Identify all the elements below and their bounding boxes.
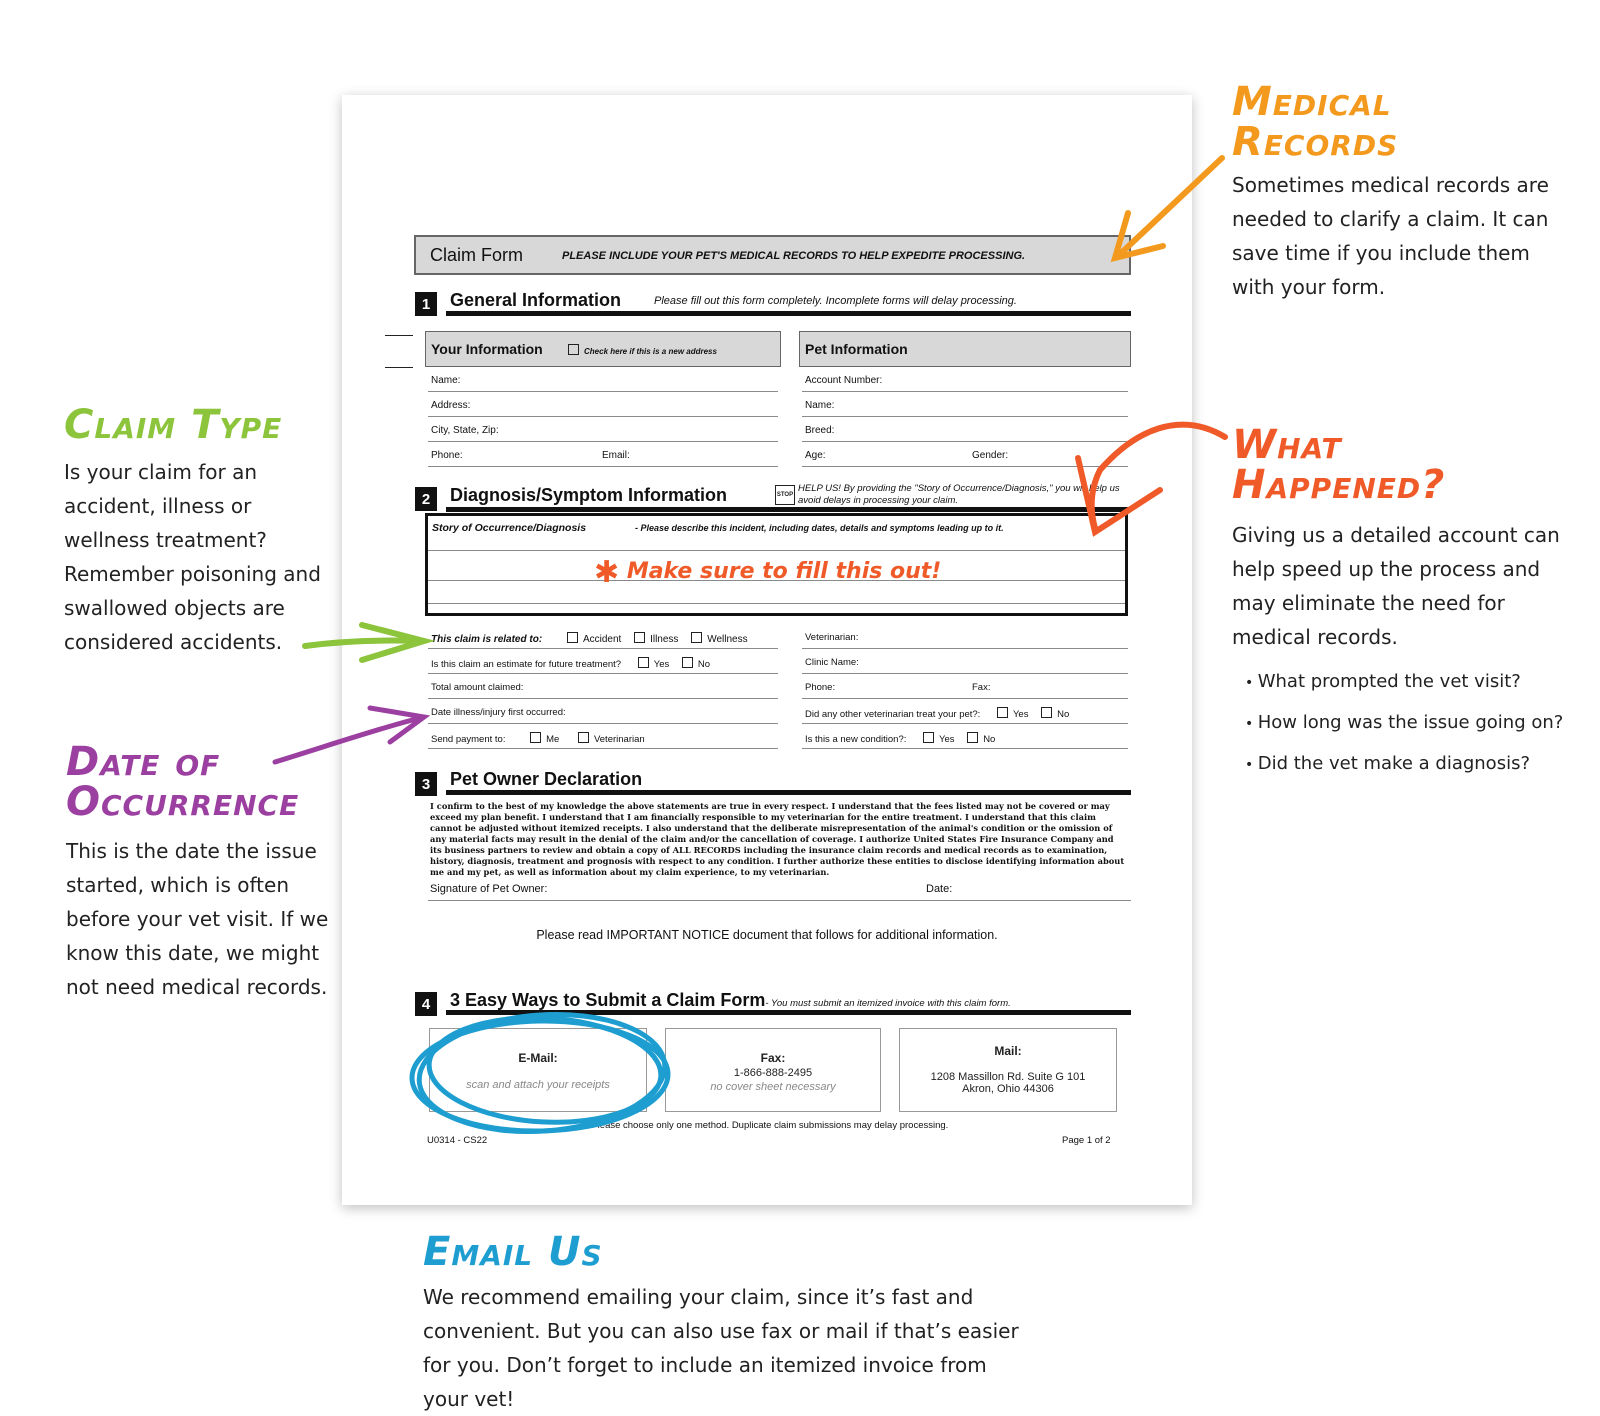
estimate-no-checkbox[interactable] [682, 657, 693, 668]
date-of-occurrence-text: This is the date the issue started, which is often before your vet visit. If we know this date, we might not need medical records. [66, 839, 329, 999]
section-rule [446, 507, 1131, 512]
signature-line[interactable] [428, 900, 1131, 901]
accident-checkbox[interactable] [567, 632, 578, 643]
mail-option-title: Mail: [994, 1044, 1022, 1058]
story-label: Story of Occurrence/Diagnosis [432, 522, 587, 534]
fill-out-note: ✱ Make sure to fill this out! [594, 555, 942, 590]
declaration-text: I confirm to the best of my knowledge the above statements are true in every respect. I understand that the fees listed may not be covered or may exceed my plan benefit. I understand that I am financially responsible to my veterinarian for the entire treatment. I understand that this claim cannot be adjusted without itemized receipts. I also understand that the deliberate misrepresentation of the animal's condition or the omission of any material facts may result in the denial of the claim and/or the cancellation of coverage. I authorize United States Fire Insurance Company and its business partners to review and obtain a copy of ALL RECORDS including the insurance claim records and medical records as to examination, history, diagnosis, treatment and prognosis with respect to any condition. I further authorize these entities to disclose identifying information about me and my pet, as well as information about my claim experience, to my veterinarian. [430, 801, 1125, 877]
claim-form-page [342, 95, 1192, 1205]
fax-option[interactable] [665, 1028, 881, 1112]
submit-footnote: * Please choose only one method. Duplicate claim submissions may delay processing. [585, 1120, 949, 1131]
field-line[interactable] [428, 391, 778, 392]
other-vet-no-checkbox[interactable] [1041, 707, 1052, 718]
fax-option-sub: no cover sheet necessary [710, 1081, 836, 1093]
section-number: 1 [415, 292, 437, 316]
new-condition-row: Is this a new condition?: Yes No [805, 734, 996, 745]
mail-address-line: Akron, Ohio 44306 [962, 1083, 1054, 1095]
field-label: Phone: [805, 682, 836, 693]
field-line[interactable] [428, 416, 778, 417]
section2-title: Diagnosis/Symptom Information [450, 485, 728, 505]
field-line [428, 648, 778, 649]
form-header-note: PLEASE INCLUDE YOUR PET'S MEDICAL RECORDS TO HELP EXPEDITE PROCESSING. [562, 250, 1026, 262]
claim-type-text: Is your claim for an accident, illness or wellness treatment? Remember poisoning and swallowed objects are considered accidents. [64, 460, 321, 654]
payment-row: Send payment to: Me Veterinarian [431, 734, 645, 745]
field-label: Total amount claimed: [431, 682, 524, 693]
section1-title: General Information [450, 290, 622, 310]
field-label: City, State, Zip: [431, 425, 499, 436]
field-label: Name: [431, 375, 461, 386]
section-number: 2 [415, 487, 437, 511]
new-condition-no-checkbox[interactable] [967, 732, 978, 743]
bullet-item: • What prompted the vet visit? [1245, 662, 1585, 703]
signature-label: Signature of Pet Owner: [430, 883, 548, 895]
field-line [428, 673, 778, 674]
illness-checkbox[interactable] [634, 632, 645, 643]
medical-records-heading: Medical Records [1232, 79, 1399, 165]
field-line[interactable] [428, 466, 778, 467]
field-label: Date illness/injury first occurred: [431, 707, 566, 718]
field-line[interactable] [428, 441, 778, 442]
field-line[interactable] [428, 723, 778, 724]
estimate-row: Is this claim an estimate for future treatment? Yes No [431, 659, 711, 670]
email-us-text: We recommend emailing your claim, since it’s fast and convenient. But you can also use fax or mail if that’s easier for you. Don’t forget to include an itemized invoice from your vet! [423, 1285, 1019, 1411]
field-label: Veterinarian: [805, 632, 859, 643]
field-label: Address: [431, 400, 471, 411]
field-label: Breed: [805, 425, 835, 436]
field-label: Account Number: [805, 375, 883, 386]
field-line[interactable] [802, 698, 1128, 699]
new-address-checkbox-label[interactable]: Check here if this is a new address [568, 344, 717, 356]
email-option-title: E-Mail: [518, 1051, 558, 1065]
your-information-title: Your Information [431, 341, 543, 357]
fax-option-title: Fax: [760, 1051, 786, 1065]
section-rule [446, 1010, 1131, 1015]
field-label: Age: [805, 450, 826, 461]
section3-title: Pet Owner Declaration [450, 769, 643, 789]
field-line[interactable] [802, 466, 1128, 467]
email-option[interactable] [429, 1028, 647, 1112]
field-line[interactable] [802, 648, 1128, 649]
what-happened-bullets [1245, 662, 1585, 785]
form-title: Claim Form [430, 245, 523, 265]
section-rule [446, 790, 1131, 795]
bullet-item: • How long was the issue going on? [1245, 703, 1585, 744]
field-line [802, 748, 1128, 749]
story-line[interactable] [428, 603, 1125, 604]
date-label: Date: [926, 883, 953, 895]
date-of-occurrence-heading: Date of Occurrence [66, 739, 300, 825]
field-label: Gender: [972, 450, 1009, 461]
mail-address-line: 1208 Massillon Rd. Suite G 101 [930, 1071, 1086, 1083]
section-rule [446, 311, 1131, 316]
section4-title: 3 Easy Ways to Submit a Claim Form- You must submit an itemized invoice with this claim form. [450, 990, 1011, 1010]
margin-mark [385, 367, 413, 368]
field-line [802, 723, 1128, 724]
other-vet-yes-checkbox[interactable] [997, 707, 1008, 718]
mail-option[interactable] [899, 1028, 1117, 1112]
field-line[interactable] [802, 416, 1128, 417]
email-us-heading: Email Us [423, 1229, 603, 1275]
other-vet-row: Did any other veterinarian treat your pet?: Yes No [805, 709, 1070, 720]
field-line[interactable] [428, 698, 778, 699]
pet-information-title: Pet Information [805, 341, 908, 357]
email-option-sub: scan and attach your receipts [466, 1079, 610, 1091]
story-line[interactable] [428, 550, 1125, 551]
field-line[interactable] [802, 441, 1128, 442]
field-label: Clinic Name: [805, 657, 859, 668]
new-address-checkbox[interactable] [568, 344, 579, 355]
section-number: 3 [415, 772, 437, 796]
claim-type-heading: Claim Type [64, 402, 283, 448]
pay-vet-checkbox[interactable] [578, 732, 589, 743]
field-label: Phone: [431, 450, 463, 461]
section1-note: Please fill out this form completely. Incomplete forms will delay processing. [654, 295, 1017, 307]
wellness-checkbox[interactable] [691, 632, 702, 643]
form-code: U0314 - CS22 [427, 1135, 488, 1146]
bullet-item: • Did the vet make a diagnosis? [1245, 744, 1585, 785]
margin-mark [385, 335, 413, 336]
asterisk-icon: ✱ [594, 555, 620, 590]
what-happened-heading: What Happened? [1232, 422, 1446, 508]
section-number: 4 [415, 992, 437, 1016]
medical-records-text: Sometimes medical records are needed to clarify a claim. It can save time if you include them with your form. [1232, 173, 1549, 299]
field-line[interactable] [802, 673, 1128, 674]
fax-number: 1-866-888-2495 [733, 1067, 813, 1079]
new-condition-yes-checkbox[interactable] [923, 732, 934, 743]
claim-related-row: This claim is related to: Accident Illness Wellness [431, 634, 748, 645]
estimate-yes-checkbox[interactable] [638, 657, 649, 668]
field-line [428, 748, 778, 749]
field-label: Name: [805, 400, 835, 411]
field-line[interactable] [802, 391, 1128, 392]
story-instructions: - Please describe this incident, including dates, details and symptoms leading up to it. [635, 523, 1004, 533]
stop-sign-icon: STOP [775, 485, 795, 505]
pay-me-checkbox[interactable] [530, 732, 541, 743]
important-notice: Please read IMPORTANT NOTICE document that follows for additional information. [536, 928, 998, 942]
help-note: HELP US! By providing the "Story of Occurrence/Diagnosis," you will help us avoid delays in processing your claim. [798, 483, 1120, 506]
field-label: Fax: [972, 682, 991, 693]
page-number: Page 1 of 2 [1062, 1135, 1111, 1146]
field-label: Email: [602, 450, 630, 461]
what-happened-text: Giving us a detailed account can help speed up the process and may eliminate the need for medical records. [1232, 523, 1560, 649]
